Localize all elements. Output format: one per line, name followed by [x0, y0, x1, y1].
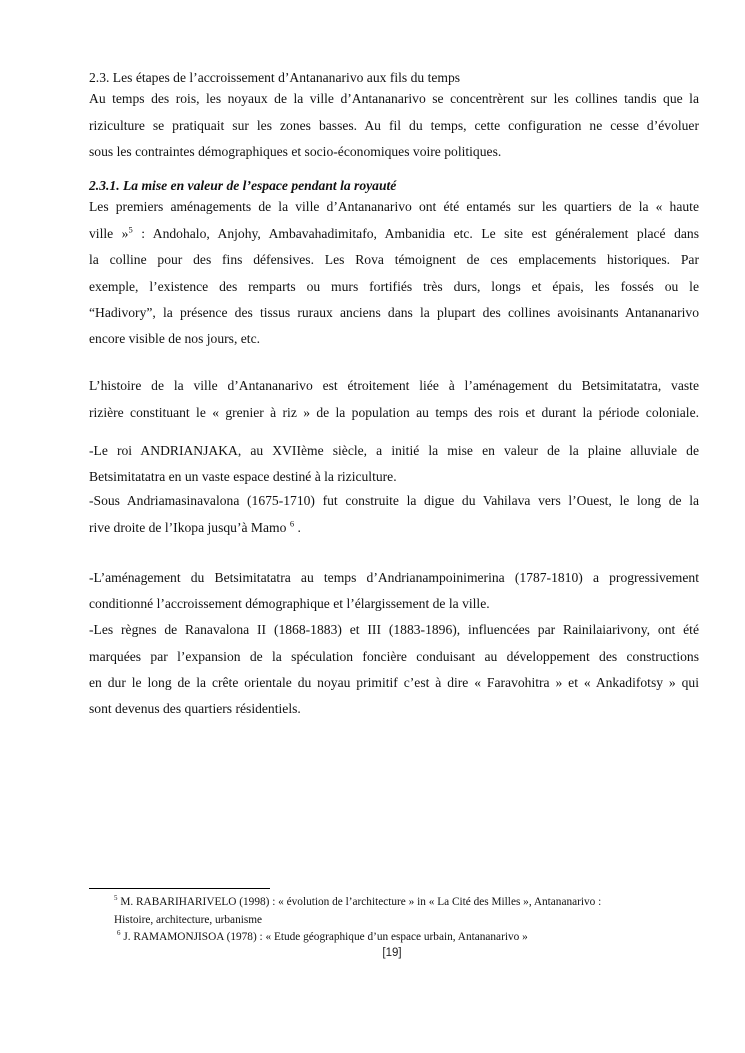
- text-line: -Sous Andriamasinavalona (1675-1710) fut construite la digue du Vahilava vers l’Ouest, le long de la: [89, 493, 699, 508]
- text-line: encore visible de nos jours, etc.: [89, 331, 261, 346]
- text-line: -Les règnes de Ranavalona II (1868-1883) et III (1883-1896), influencées par Rainilaiarivony, ont été: [89, 622, 699, 637]
- text-line: -L’aménagement du Betsimitatatra au temps d’Andrianampoinimerina (1787-1810) a progressivement: [89, 570, 699, 585]
- section-heading: 2.3. Les étapes de l’accroissement d’Antananarivo aux fils du temps: [89, 70, 461, 85]
- paragraph-ranavalona: [89, 617, 699, 697]
- paragraph-andriamasinavalona: [89, 488, 699, 515]
- text-line: conditionné l’accroissement démographique et l’élargissement de la ville.: [89, 596, 490, 611]
- footnote-6: $^6$ J. RAMAMONJISOA (1978) : « Etude géographique d’un espace urbain, Antananarivo »: [117, 929, 528, 943]
- paragraph-andrianampoinimerina: [89, 565, 699, 592]
- text-line: Betsimitatatra en un vaste espace destiné à la riziculture.: [89, 469, 397, 484]
- text-line: la colline pour des fins défensives. Les Rova témoignent de ces emplacements historiques. Par: [89, 252, 699, 267]
- subsection-heading: 2.3.1. La mise en valeur de l’espace pendant la royauté: [89, 178, 397, 193]
- text-line: rive droite de l’Ikopa jusqu’à Mamo $^6$ .: [89, 518, 301, 535]
- text-line: sont devenus des quartiers résidentiels.: [89, 701, 301, 716]
- paragraph-betsimitatatra: [89, 373, 699, 426]
- text-line: en dur le long de la crête orientale du noyau primitif c’est à dire « Faravohitra » et « Ankadifotsy » qui: [89, 675, 699, 690]
- intro-paragraph: [89, 86, 699, 139]
- footnote-5-continued: Histoire, architecture, urbanisme: [114, 914, 263, 926]
- paragraph-andrianjaka: [89, 438, 699, 465]
- text-line: “Hadivory”, la présence des tissus ruraux anciens dans la plupart des collines avoisinants Antananarivo: [89, 305, 699, 320]
- page-number: [19]: [382, 947, 402, 959]
- footnote-5: $^5$ M. RABARIHARIVELO (1998) : « évolution de l’architecture » in « La Cité des Milles », Antananarivo :: [114, 894, 602, 908]
- footnote-ref-5[interactable]: 5: [128, 223, 133, 234]
- paragraph-royalty-sites: [89, 194, 699, 327]
- text-line: sous les contraintes démographiques et socio-économiques voire politiques.: [89, 144, 502, 159]
- text-line: riziculture se pratiquait sur les zones basses. Au fil du temps, cette configuration ne cesse d’évoluer: [89, 117, 699, 133]
- text-line: Les premiers aménagements de la ville d’Antananarivo ont été entamés sur les quartiers de la « haute: [89, 199, 699, 214]
- text-line: ville »$^5$ : Andohalo, Anjohy, Ambavahadimitafo, Ambanidia etc. Le site est généralement placé dans: [89, 223, 699, 241]
- text-line: exemple, l’existence des remparts ou murs fortifiés très durs, longs et épais, les fossés ou le: [89, 278, 699, 294]
- footnote-ref-6[interactable]: 6: [289, 518, 295, 529]
- text-line: L’histoire de la ville d’Antananarivo est étroitement liée à l’aménagement du Betsimitatatra, vaste: [89, 378, 699, 393]
- text-line: rizière constituant le « grenier à riz » de la population au temps des rois et durant la période coloniale.: [89, 404, 699, 420]
- text-line: marquées par l’expansion de la spéculation foncière conduisant au développement des constructions: [89, 648, 699, 664]
- footnote-divider: [89, 888, 270, 889]
- text-line: -Le roi ANDRIANJAKA, au XVIIème siècle, a initié la mise en valeur de la plaine alluviale de: [89, 443, 699, 458]
- text-line: Au temps des rois, les noyaux de la ville d’Antananarivo se concentrèrent sur les collines tandis que la: [89, 91, 699, 106]
